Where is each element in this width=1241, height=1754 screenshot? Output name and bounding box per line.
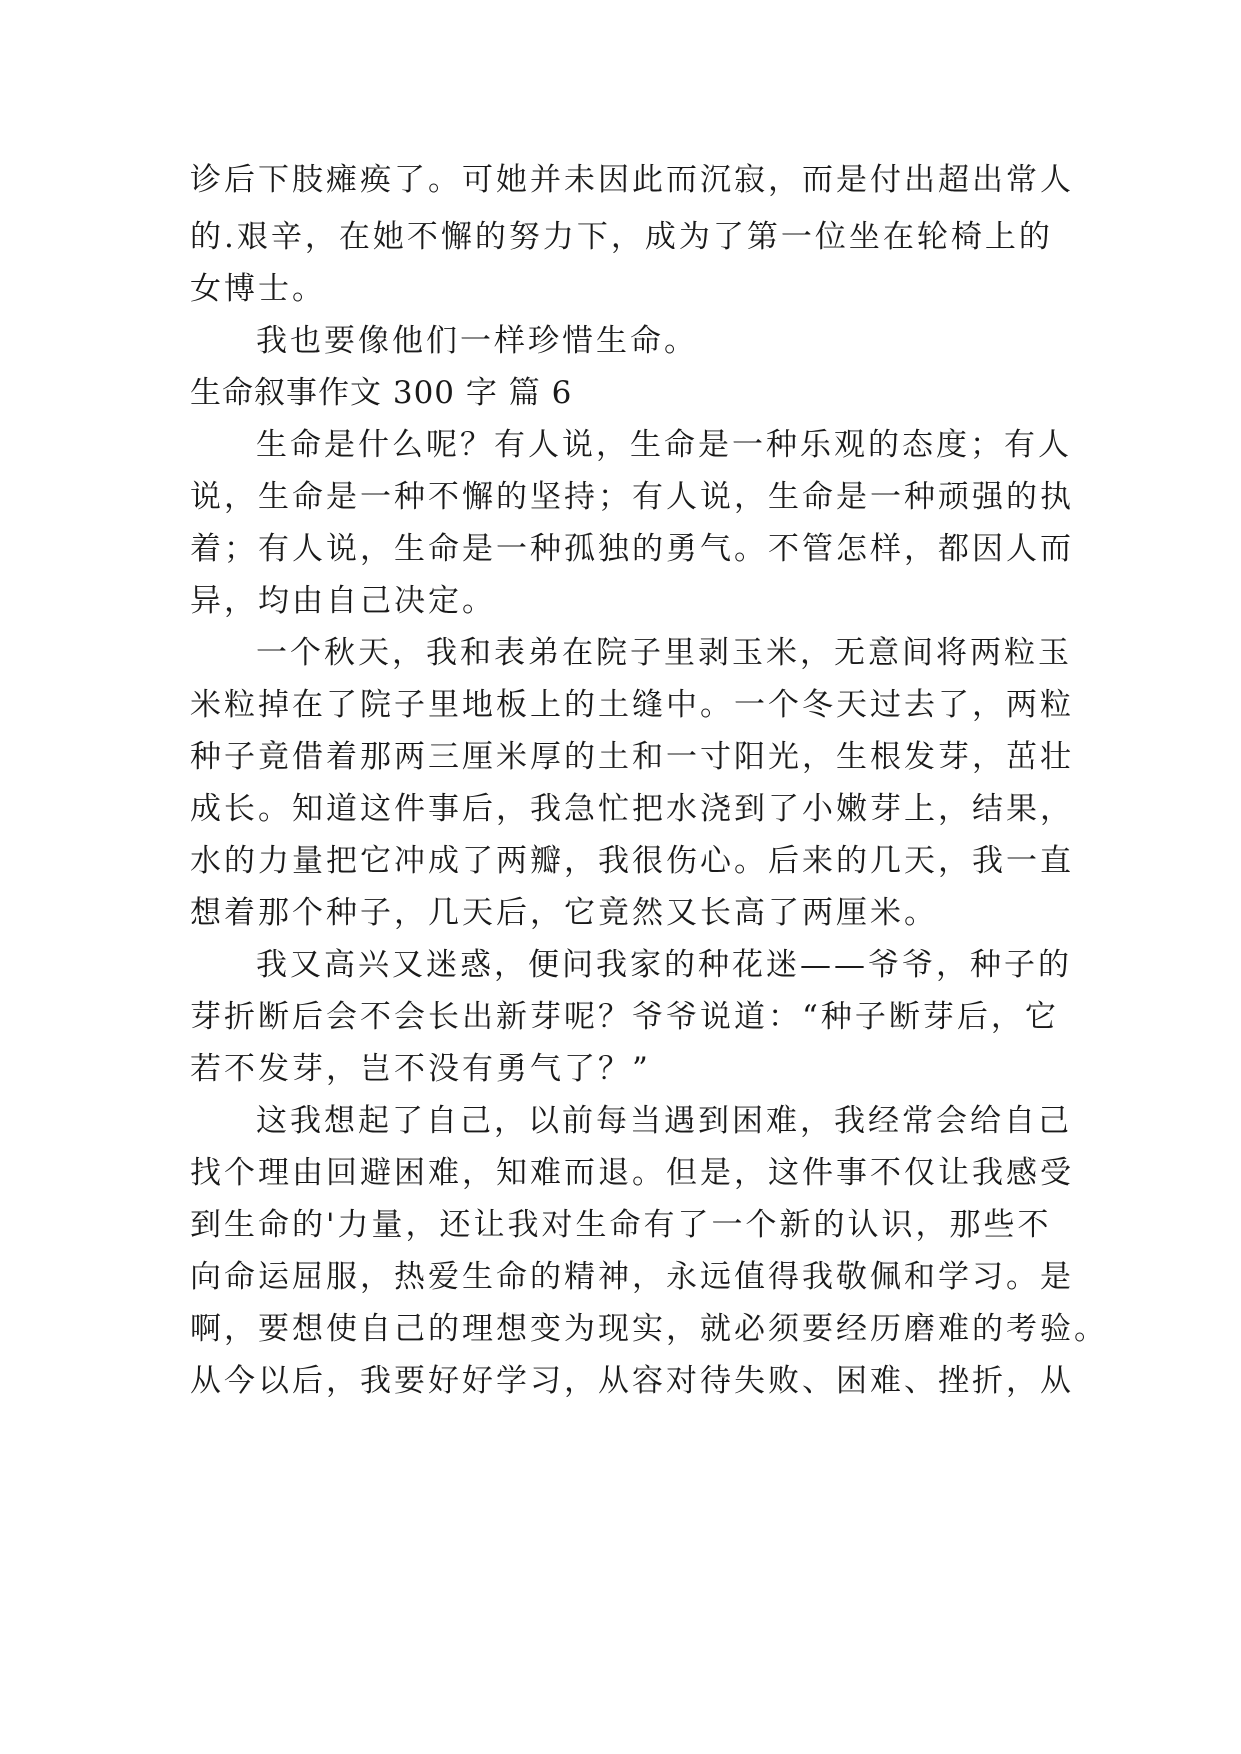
text-line: 诊后下肢瘫痪了。可她并未因此而沉寂，而是付出超出常人 xyxy=(190,162,1074,198)
paragraph-line: 我又高兴又迷惑，便问我家的种花迷——爷爷，种子的 xyxy=(256,947,1072,983)
text-line: 水的力量把它冲成了两瓣，我很伤心。后来的几天，我一直 xyxy=(190,843,1074,879)
text-line: 女博士。 xyxy=(190,271,326,307)
text-line: 找个理由回避困难，知难而退。但是，这件事不仅让我感受 xyxy=(190,1155,1074,1191)
text-line: 米粒掉在了院子里地板上的土缝中。一个冬天过去了，两粒 xyxy=(190,687,1074,723)
text-line: 若不发芽，岂不没有勇气了？” xyxy=(190,1051,651,1087)
text-line: 啊，要想使自己的理想变为现实，就必须要经历磨难的考验。 xyxy=(190,1311,1108,1347)
text-line: 异，均由自己决定。 xyxy=(190,583,496,619)
text-line: 从今以后，我要好好学习，从容对待失败、困难、挫折，从 xyxy=(190,1363,1074,1399)
paragraph-line: 生命是什么呢？有人说，生命是一种乐观的态度；有人 xyxy=(256,427,1072,463)
section-heading: 生命叙事作文 300 字 篇 6 xyxy=(190,375,573,411)
text-line: 种子竟借着那两三厘米厚的土和一寸阳光，生根发芽，茁壮 xyxy=(190,739,1074,775)
text-line: 的.艰辛，在她不懈的努力下，成为了第一位坐在轮椅上的 xyxy=(190,219,1053,255)
paragraph-line: 我也要像他们一样珍惜生命。 xyxy=(256,323,698,359)
text-line: 想着那个种子，几天后，它竟然又长高了两厘米。 xyxy=(190,895,938,931)
paragraph-line: 一个秋天，我和表弟在院子里剥玉米，无意间将两粒玉 xyxy=(256,635,1072,671)
text-line: 到生命的'力量，还让我对生命有了一个新的认识，那些不 xyxy=(190,1207,1052,1243)
text-line: 芽折断后会不会长出新芽呢？爷爷说道：“种子断芽后，它 xyxy=(190,999,1059,1035)
text-line: 成长。知道这件事后，我急忙把水浇到了小嫩芽上，结果， xyxy=(190,791,1074,827)
text-line: 着；有人说，生命是一种孤独的勇气。不管怎样，都因人而 xyxy=(190,531,1074,567)
paragraph-line: 这我想起了自己，以前每当遇到困难，我经常会给自己 xyxy=(256,1103,1072,1139)
text-line: 向命运屈服，热爱生命的精神，永远值得我敬佩和学习。是 xyxy=(190,1259,1074,1295)
text-line: 说，生命是一种不懈的坚持；有人说，生命是一种顽强的执 xyxy=(190,479,1074,515)
